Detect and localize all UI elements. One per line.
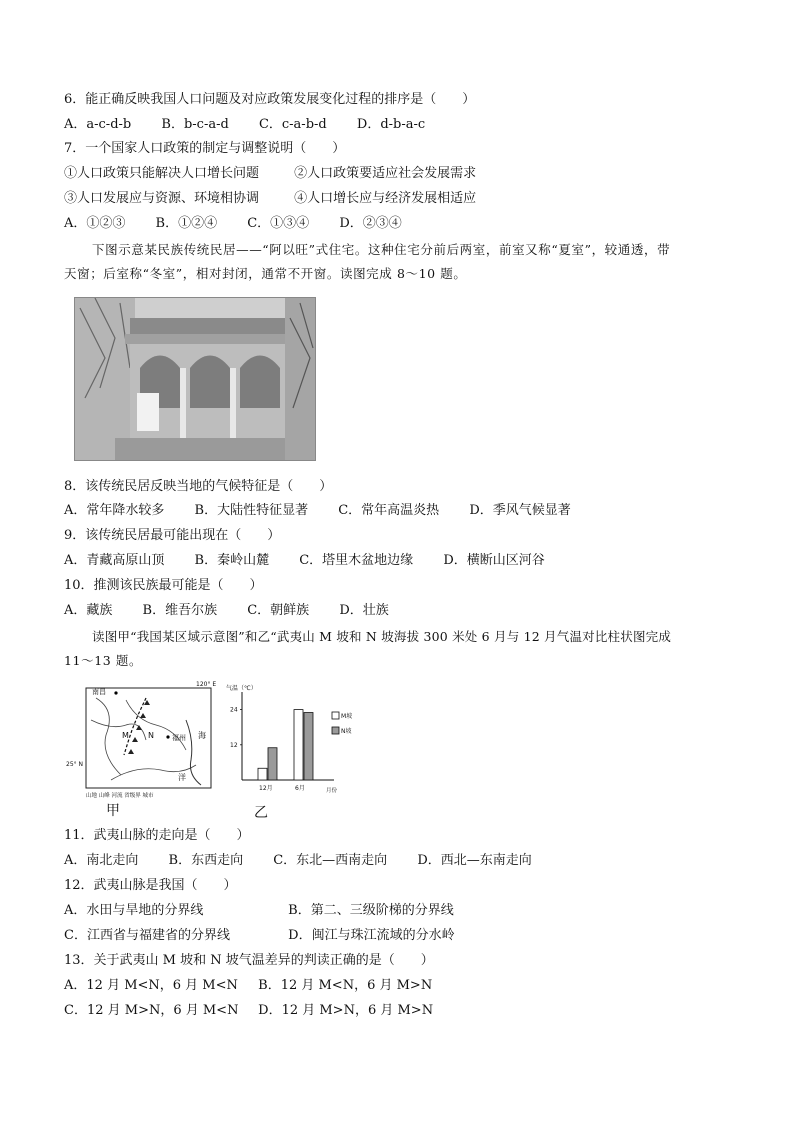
q8-stem: 8．该传统民居反映当地的气候特征是（ ） — [64, 479, 333, 494]
q8-option-c: C．常年高温炎热 — [338, 503, 440, 518]
map-sea-1: 海 — [198, 731, 206, 740]
q13-options-row2 — [64, 1002, 433, 1020]
q9-option-c: C．塔里木盆地边缘 — [299, 553, 414, 568]
region-map-drawing — [66, 680, 216, 800]
map-caption: 甲 — [106, 803, 120, 819]
q7-items-row1 — [64, 165, 476, 183]
chart-caption: 乙 — [254, 805, 268, 821]
q6-option-b: B．b-c-a-d — [161, 117, 229, 132]
chart-xlabel: 月份 — [326, 788, 338, 794]
q10-option-d: D．壮族 — [339, 603, 389, 618]
q12-options-row2 — [64, 927, 455, 945]
q12-stem: 12．武夷山脉是我国（ ） — [64, 878, 237, 893]
q12-option-b: B．第二、三级阶梯的分界线 — [288, 903, 454, 918]
q11-option-c: C．东北—西南走向 — [273, 853, 388, 868]
q10-option-b: B．维吾尔族 — [142, 603, 218, 618]
temperature-chart-svg — [222, 680, 372, 800]
q11-option-d: D．西北—东南走向 — [417, 853, 532, 868]
house-photo — [74, 297, 316, 461]
map-sea-2: 洋 — [178, 773, 186, 782]
q6-option-a: A．a-c-d-b — [64, 117, 132, 132]
intro-8-10-line1: 下图示意某民族传统民居——“阿以旺”式住宅。这种住宅分前后两室，前室又称“夏室”，较通透，带 — [92, 242, 671, 257]
q10-options — [64, 602, 415, 620]
q6-option-d: D．d-b-a-c — [356, 117, 426, 132]
q13-option-b: B．12 月 M<N，6 月 M>N — [258, 978, 433, 993]
map-lon-label: 120° E — [196, 681, 216, 688]
legend-swatch-n — [332, 727, 339, 734]
q9-option-d: D．横断山区河谷 — [443, 553, 545, 568]
q13-option-a: A．12 月 M<N，6 月 M<N — [64, 978, 238, 993]
legend-swatch-m — [332, 712, 339, 719]
q8-option-d: D．季风气候显著 — [469, 503, 571, 518]
temperature-chart — [222, 680, 372, 800]
q12-option-d: D．闽江与珠江流域的分水岭 — [288, 928, 455, 943]
bar-m-1 — [294, 710, 303, 780]
q7-stem: 7．一个国家人口政策的制定与调整说明（ ） — [64, 141, 346, 156]
intro-11-13-line1: 读图甲“我国某区域示意图”和乙“武夷山 M 坡和 N 坡海拔 300 米处 6 月与 12 月气温对比柱状图完成 — [92, 629, 672, 644]
q13-stem: 13．关于武夷山 M 坡和 N 坡气温差异的判读正确的是（ ） — [64, 953, 434, 968]
q7-item-3: ③人口发展应与资源、环境相协调 — [64, 191, 260, 206]
q10-option-a: A．藏族 — [64, 603, 113, 618]
x-tick-label: 12月 — [259, 785, 273, 792]
q6-option-c: C．c-a-b-d — [258, 117, 327, 132]
q7-item-4: ④人口增长应与经济发展相适应 — [294, 191, 477, 206]
q7-options — [64, 215, 428, 233]
q9-option-a: A．青藏高原山顶 — [64, 553, 165, 568]
q7-items-row2 — [64, 190, 476, 208]
q7-item-1: ①人口政策只能解决人口增长问题 — [64, 166, 260, 181]
intro-11-13-line2: 11～13 题。 — [64, 653, 143, 668]
q11-option-a: A．南北走向 — [64, 853, 139, 868]
bar-n-1 — [304, 713, 313, 780]
q9-stem: 9．该传统民居最可能出现在（ ） — [64, 528, 281, 543]
q7-option-c: C．①③④ — [247, 216, 310, 231]
q11-stem: 11．武夷山脉的走向是（ ） — [64, 828, 250, 843]
region-map — [66, 680, 216, 800]
q10-option-c: C．朝鲜族 — [247, 603, 310, 618]
q11-option-b: B．东西走向 — [168, 853, 244, 868]
q7-option-a: A．①②③ — [64, 216, 126, 231]
q13-option-d: D．12 月 M>N，6 月 M>N — [258, 1003, 434, 1018]
map-city-fuzhou: 福州 — [172, 734, 186, 742]
q7-option-d: D．②③④ — [339, 216, 402, 231]
q10-stem: 10．推测该民族最可能是（ ） — [64, 578, 263, 593]
map-lat-label: 25° N — [66, 761, 84, 768]
q9-option-b: B．秦岭山麓 — [194, 553, 270, 568]
q7-item-2: ②人口政策要适应社会发展需求 — [294, 166, 477, 181]
y-tick-label: 12 — [230, 741, 238, 749]
legend-label-n: N坡 — [341, 728, 352, 735]
q12-option-c: C．江西省与福建省的分界线 — [64, 928, 230, 943]
legend-label-m: M坡 — [341, 713, 353, 720]
intro-8-10-line2: 天窗；后室称“冬室”，相对封闭，通常不开窗。读图完成 8～10 题。 — [64, 266, 467, 281]
bar-m-0 — [258, 768, 267, 780]
q8-option-a: A．常年降水较多 — [64, 503, 165, 518]
map-legend: 山地 山峰 河流 省级界 城市 — [86, 793, 154, 799]
bar-n-0 — [268, 748, 277, 780]
q13-options-row1 — [64, 977, 432, 995]
q12-option-a: A．水田与旱地的分界线 — [64, 903, 204, 918]
q9-options — [64, 552, 571, 570]
q12-options-row1 — [64, 902, 454, 920]
x-tick-label: 6月 — [295, 785, 305, 792]
chart-ylabel: 气温（℃） — [226, 685, 257, 692]
map-label-n: N — [148, 731, 154, 740]
q11-options — [64, 852, 558, 870]
house-photo-drawing — [75, 298, 315, 460]
q6-stem: 6．能正确反映我国人口问题及对应政策发展变化过程的排序是（ ） — [64, 92, 476, 107]
q7-option-b: B．①②④ — [155, 216, 218, 231]
map-label-m: M — [122, 731, 129, 740]
q8-option-b: B．大陆性特征显著 — [194, 503, 309, 518]
y-tick-label: 24 — [230, 706, 238, 714]
map-city-nanchang: 南昌 — [92, 688, 106, 696]
q8-options — [64, 502, 597, 520]
q13-option-c: C．12 月 M>N，6 月 M<N — [64, 1003, 239, 1018]
q6-options — [64, 116, 451, 134]
